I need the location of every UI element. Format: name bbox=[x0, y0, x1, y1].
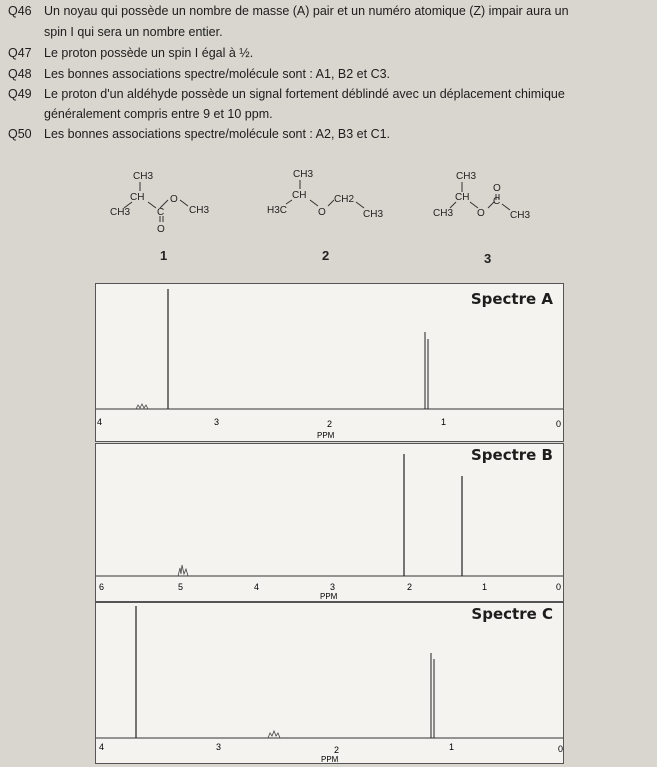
spectrum-b bbox=[95, 443, 564, 602]
question-text: Les bonnes associations spectre/molécule sont : A1, B2 et C3. bbox=[44, 67, 391, 81]
mol2-label: 2 bbox=[322, 248, 330, 263]
mol2-o: O bbox=[318, 207, 326, 218]
spectrum-c-plot bbox=[96, 603, 563, 763]
mol3-o-ester: O bbox=[477, 208, 485, 219]
spectrum-b-title: Spectre B bbox=[470, 446, 553, 464]
question-number: Q50 bbox=[8, 127, 32, 141]
spectrum-b-plot bbox=[96, 444, 563, 601]
spec-b-tick-0: 0 bbox=[556, 582, 562, 592]
question-48 bbox=[8, 66, 390, 82]
molecules-svg bbox=[0, 160, 657, 270]
mol2-ch3-top: CH3 bbox=[293, 169, 314, 180]
spec-b-tick-5: 5 bbox=[178, 582, 184, 592]
spec-b-tick-2: 2 bbox=[407, 582, 413, 592]
spectrum-c bbox=[95, 602, 564, 764]
question-50 bbox=[8, 126, 390, 142]
question-text-cont: spin I qui sera un nombre entier. bbox=[44, 25, 223, 39]
mol3-ch3-top: CH3 bbox=[456, 171, 477, 182]
mol2-ch3-right: CH3 bbox=[363, 209, 384, 220]
mol1-ch3-left: CH3 bbox=[110, 207, 131, 218]
question-text: Le proton possède un spin I égal à ½. bbox=[44, 46, 254, 60]
spectrum-c-title: Spectre C bbox=[471, 605, 553, 623]
spec-c-tick-1: 1 bbox=[449, 742, 455, 752]
mol3-c: C bbox=[493, 196, 501, 207]
mol1-o-carbonyl: O bbox=[157, 224, 165, 235]
question-number: Q49 bbox=[8, 87, 32, 101]
mol3-o-carbonyl: O bbox=[493, 183, 501, 194]
mol1-ch: CH bbox=[130, 192, 145, 203]
spec-a-tick-1: 1 bbox=[441, 417, 447, 427]
question-text-cont: généralement compris entre 9 et 10 ppm. bbox=[44, 107, 273, 121]
spec-a-tick-2: 2 bbox=[327, 419, 333, 429]
spec-c-tick-0: 0 bbox=[558, 744, 563, 754]
mol1-ch3-right: CH3 bbox=[189, 205, 210, 216]
spectrum-a-title: Spectre A bbox=[470, 290, 553, 308]
spec-c-tick-3: 3 bbox=[216, 742, 222, 752]
spec-a-axis-label: PPM bbox=[317, 431, 335, 440]
mol1-c: C bbox=[157, 207, 165, 218]
mol1-ch3-top: CH3 bbox=[133, 171, 154, 182]
question-text: Les bonnes associations spectre/molécule sont : A2, B3 et C1. bbox=[44, 127, 391, 141]
mol1-label: 1 bbox=[160, 248, 168, 263]
mol2-h3c: H3C bbox=[267, 205, 288, 216]
spec-b-tick-4: 4 bbox=[254, 582, 260, 592]
question-47 bbox=[8, 45, 253, 61]
question-text: Un noyau qui possède un nombre de masse (A) pair et un numéro atomique (Z) impair aura un bbox=[44, 4, 569, 18]
spec-b-tick-6: 6 bbox=[99, 582, 105, 592]
spec-b-axis-label: PPM bbox=[320, 592, 338, 601]
spec-b-tick-1: 1 bbox=[482, 582, 488, 592]
spectrum-a bbox=[95, 283, 564, 442]
mol1-o-ester: O bbox=[170, 194, 178, 205]
question-number: Q48 bbox=[8, 67, 32, 81]
mol3-ch: CH bbox=[455, 192, 470, 203]
question-text: Le proton d'un aldéhyde possède un signal fortement déblindé avec un déplacement chimique bbox=[44, 87, 565, 101]
spec-c-tick-4: 4 bbox=[99, 742, 105, 752]
spec-a-tick-4: 4 bbox=[97, 417, 103, 427]
question-49 bbox=[8, 86, 565, 122]
question-number: Q47 bbox=[8, 46, 32, 60]
spec-c-tick-2: 2 bbox=[334, 745, 340, 755]
mol3-ch3-right: CH3 bbox=[510, 210, 531, 221]
spec-c-axis-label: PPM bbox=[321, 755, 339, 763]
spec-a-tick-3: 3 bbox=[214, 417, 220, 427]
question-number: Q46 bbox=[8, 4, 32, 18]
question-46 bbox=[8, 3, 569, 40]
spec-b-tick-3: 3 bbox=[330, 582, 336, 592]
spec-a-tick-0: 0 bbox=[556, 419, 562, 429]
mol2-ch2: CH2 bbox=[334, 194, 355, 205]
mol3-ch3-left: CH3 bbox=[433, 208, 454, 219]
mol2-ch: CH bbox=[292, 190, 307, 201]
mol3-label: 3 bbox=[484, 251, 492, 266]
